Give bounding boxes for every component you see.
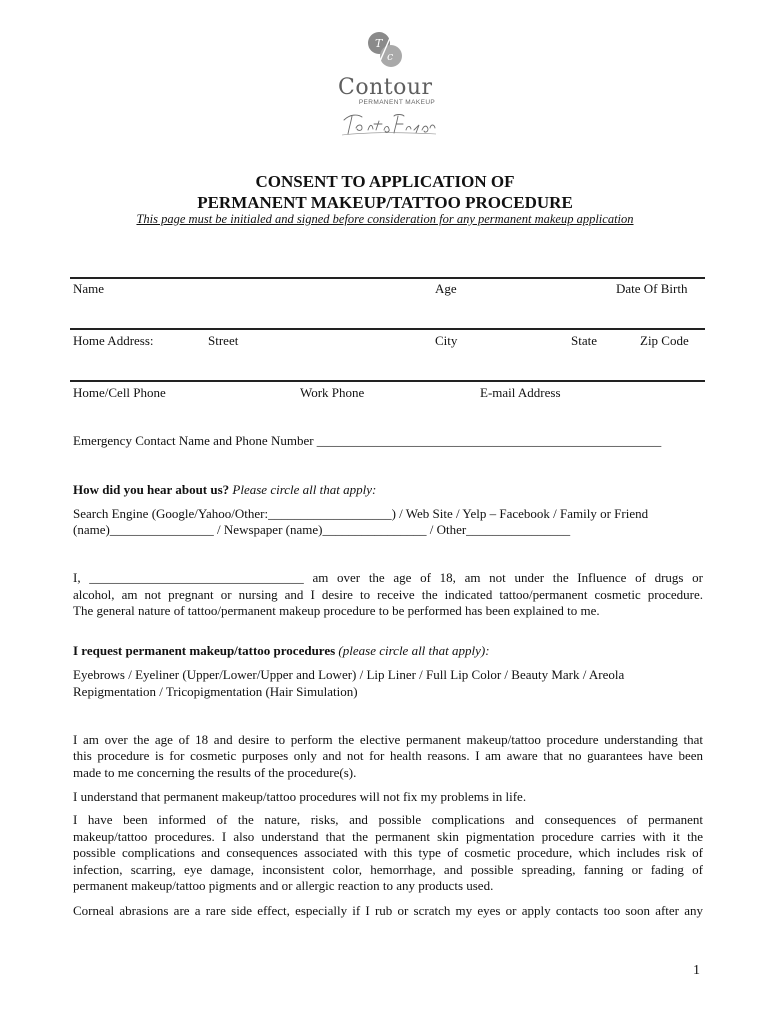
request-options-line-1: Eyebrows / Eyeliner (Upper/Lower/Upper and Lower) / Lip Liner / Full Lip Color / Beauty Mark / Areola [73,667,625,682]
p3-line-5: permanent makeup/tattoo pigments and or allergic reaction to any products used. [73,878,494,893]
home-address-label: Home Address: [73,333,154,348]
title-line-2: PERMANENT MAKEUP/TATTOO PROCEDURE [197,193,573,212]
subtitle: This page must be initialed and signed before consideration for any permanent makeup application [136,212,634,226]
request-options-line-2: Repigmentation / Tricopigmentation (Hair Simulation) [73,684,358,699]
home-cell-phone-label: Home/Cell Phone [73,385,166,400]
street-label: Street [208,333,239,348]
p4-line-1: Corneal abrasions are a rare side effect, especially if I rub or scratch my eyes or apply contacts too soon after any [73,903,703,918]
p3-line-1: I have been informed of the nature, risks, and possible complications and consequences of permanent [73,812,703,827]
p1-line-1: I am over the age of 18 and desire to perform the elective permanent makeup/tattoo procedure understanding that [73,732,703,747]
title-line-1: CONSENT TO APPLICATION OF [255,172,515,191]
request-instruction: (please circle all that apply): [338,643,490,658]
p1-line-3: made to me concerning the results of the procedure(s). [73,765,357,780]
emergency-contact-line: Emergency Contact Name and Phone Number _____________________________________________________ [73,433,662,448]
brand-tagline: PERMANENT MAKEUP [358,99,436,106]
field-rule-1 [70,277,705,279]
dob-label: Date Of Birth [616,281,688,296]
p3-line-2: makeup/tattoo procedures. I also understand that the permanent skin pigmentation procedure carries with it the [73,829,703,844]
svg-text:T: T [375,37,383,50]
hear-options-line-2: (name)________________ / Newspaper (name)________________ / Other________________ [73,522,571,537]
contour-logo [330,30,440,142]
city-label: City [435,333,458,348]
p1-line-2: this procedure is for cosmetic purposes only and not for health reasons. I am aware that no guarantees have been [73,748,703,763]
field-rule-3 [70,380,705,382]
statement-line-2: alcohol, am not pregnant or nursing and I desire to receive the indicated tattoo/permanent cosmetic procedure. [73,587,703,602]
hear-about-us [73,482,703,499]
signature-image [340,108,440,138]
hear-question: How did you hear about us? [73,482,230,497]
work-phone-label: Work Phone [300,385,365,400]
request-heading-text: I request permanent makeup/tattoo procedures [73,643,336,658]
p2: I understand that permanent makeup/tattoo procedures will not fix my problems in life. [73,789,527,804]
zip-label: Zip Code [640,333,689,348]
statement-line-1: I, _________________________________ am over the age of 18, am not under the Influence of drugs or [73,570,703,585]
field-rule-2 [70,328,705,330]
email-label: E-mail Address [480,385,561,400]
request-heading [73,643,703,660]
statement-line-3: The general nature of tattoo/permanent makeup procedure to be performed has been explained to me. [73,603,600,618]
hear-instruction: Please circle all that apply: [232,482,377,497]
age-label: Age [435,281,457,296]
tc-monogram-icon [367,30,403,70]
p3-line-3: possible complications and consequences associated with this type of cosmetic procedure, which includes risk of [73,845,703,860]
state-label: State [571,333,597,348]
page-number: 1 [693,963,700,978]
brand-name: Contour [338,75,433,100]
name-label: Name [73,281,105,296]
p3-line-4: infection, scarring, eye damage, inconsistent color, hemorrhage, and possible spreading, fanning or fading of [73,862,703,877]
svg-text:c: c [387,50,394,63]
hear-options-line-1: Search Engine (Google/Yahoo/Other:___________________) / Web Site / Yelp – Facebook / Family or Friend [73,506,649,521]
